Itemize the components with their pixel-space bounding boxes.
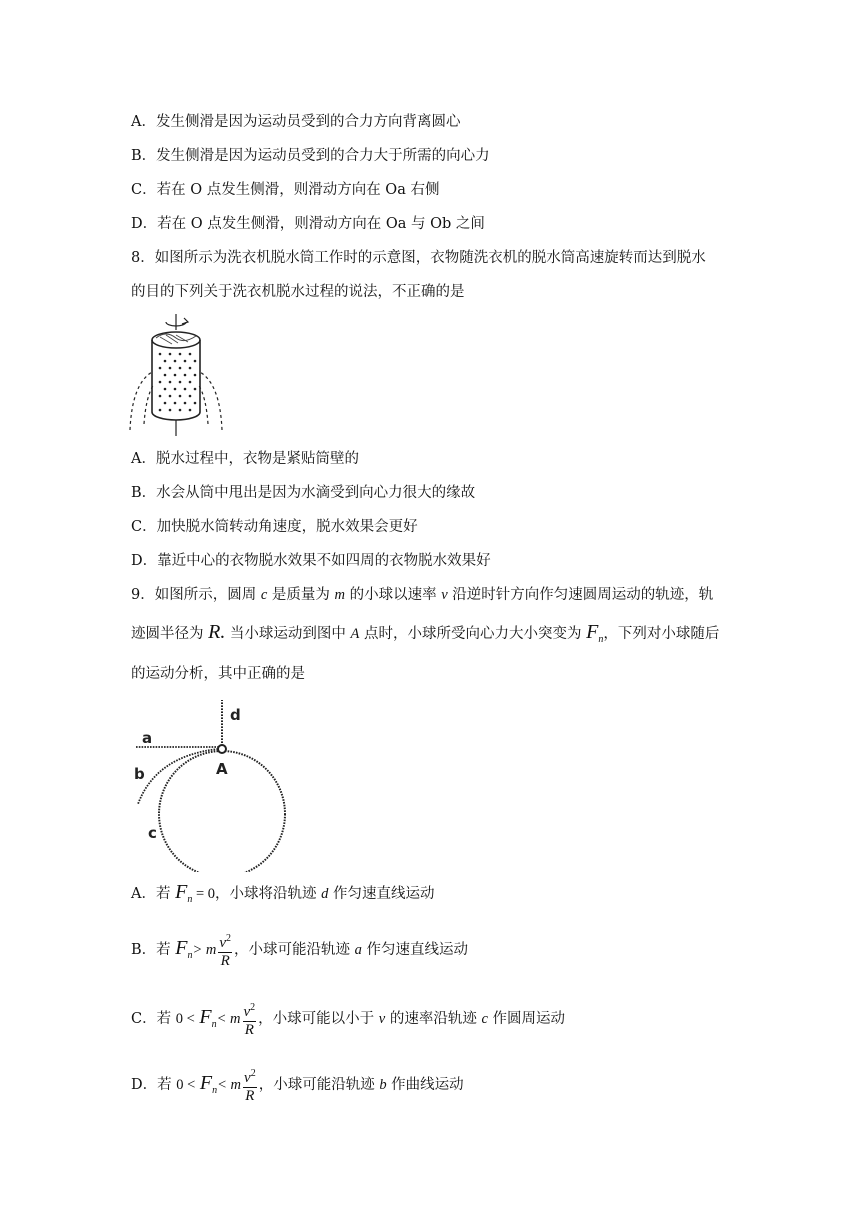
drum-hole	[194, 388, 197, 391]
drum-hole	[169, 395, 172, 398]
fraction-v2-over-R: $\frac{v^2}{R}$	[244, 1068, 256, 1104]
drum-hole	[189, 395, 192, 398]
drum-hole	[189, 367, 192, 370]
circular-motion-figure	[126, 692, 326, 872]
q9-option-d: D．若 $0 < F_n< m$ $\frac{v^2}{R}$ ，小球可能沿轨迹 b 作曲线运动	[131, 1064, 464, 1110]
fraction-v2-over-R: $\frac{v^2}{R}$	[243, 1002, 256, 1038]
drum-hole	[189, 381, 192, 384]
drum-hole	[194, 374, 197, 377]
drum-hole	[184, 388, 187, 391]
drum-hole	[159, 381, 162, 384]
q7-option-a: A．发生侧滑是因为运动员受到的合力方向背离圆心	[131, 114, 461, 130]
drum-hole	[194, 402, 197, 405]
drum-hole	[189, 353, 192, 356]
q9-option-a: A．若 $F_n = 0$，小球将沿轨迹 d 作匀速直线运动	[131, 881, 435, 905]
q8-option-c: C．加快脱水筒转动角速度，脱水效果会更好	[131, 519, 418, 535]
drum-hole	[159, 395, 162, 398]
drum-hole	[164, 360, 167, 363]
q9-stem-line2: 迹圆半径为 R. 当小球运动到图中 A 点时，小球所受向心力大小突变为 $F_n$，下列对小球随后	[131, 621, 720, 645]
drum-hole	[179, 381, 182, 384]
drum-hole	[159, 367, 162, 370]
drum-hole	[164, 374, 167, 377]
label-d: d	[230, 706, 241, 724]
q8-stem-line2: 的目的下列关于洗衣机脱水过程的说法，不正确的是	[131, 284, 465, 300]
q9-option-c: C．若 $0 < F_n< m$ $\frac{v^2}{R}$ ，小球可能以小于 v 的速率沿轨迹 c 作圆周运动	[131, 998, 565, 1044]
drum-hole	[174, 388, 177, 391]
drum-hole	[164, 402, 167, 405]
fraction-v2-over-R: $\frac{v^2}{R}$	[219, 933, 232, 969]
drum-hole	[169, 367, 172, 370]
q8-option-d: D．靠近中心的衣物脱水效果不如四周的衣物脱水效果好	[131, 553, 491, 569]
drum-hole	[179, 409, 182, 412]
q7-option-c: C．若在 O 点发生侧滑，则滑动方向在 Oa 右侧	[131, 182, 440, 198]
q9-stem-line3: 的运动分析，其中正确的是	[131, 666, 305, 682]
spin-dryer-figure	[126, 312, 236, 440]
drum-hole	[159, 353, 162, 356]
drum-hole	[174, 360, 177, 363]
q8-stem-line1: 8．如图所示为洗衣机脱水筒工作时的示意图，衣物随洗衣机的脱水筒高速旋转而达到脱水	[131, 250, 706, 266]
label-c: c	[148, 824, 157, 842]
label-A: A	[216, 760, 228, 778]
drum-hole	[169, 353, 172, 356]
drum-hole	[194, 360, 197, 363]
drum-hole	[159, 409, 162, 412]
q7-option-d: D．若在 O 点发生侧滑，则滑动方向在 Oa 与 Ob 之间	[131, 216, 485, 232]
drum-hole	[179, 367, 182, 370]
drum-hole	[169, 409, 172, 412]
q9-stem-line1: 9．如图所示，圆周 c 是质量为 m 的小球以速率 v 沿逆时针方向作匀速圆周运动的轨迹，轨	[131, 587, 714, 603]
drum-hole	[174, 402, 177, 405]
q7-option-b: B．发生侧滑是因为运动员受到的合力大于所需的向心力	[131, 148, 490, 164]
drum-hole	[179, 353, 182, 356]
drum-hole	[169, 381, 172, 384]
label-b: b	[134, 765, 145, 783]
drum-hole	[184, 360, 187, 363]
drum-hole	[189, 409, 192, 412]
q8-option-b: B．水会从筒中甩出是因为水滴受到向心力很大的缘故	[131, 485, 476, 501]
drum-hole	[174, 374, 177, 377]
label-a: a	[142, 729, 153, 747]
q9-option-b: B．若 $F_n> m$ $\frac{v^2}{R}$ ，小球可能沿轨迹 a 作匀速直线运动	[131, 929, 468, 975]
drum-hole	[184, 402, 187, 405]
drum-hole	[179, 395, 182, 398]
drum-hole	[184, 374, 187, 377]
q8-option-a: A．脱水过程中，衣物是紧贴筒壁的	[131, 451, 359, 467]
drum-hole	[164, 388, 167, 391]
